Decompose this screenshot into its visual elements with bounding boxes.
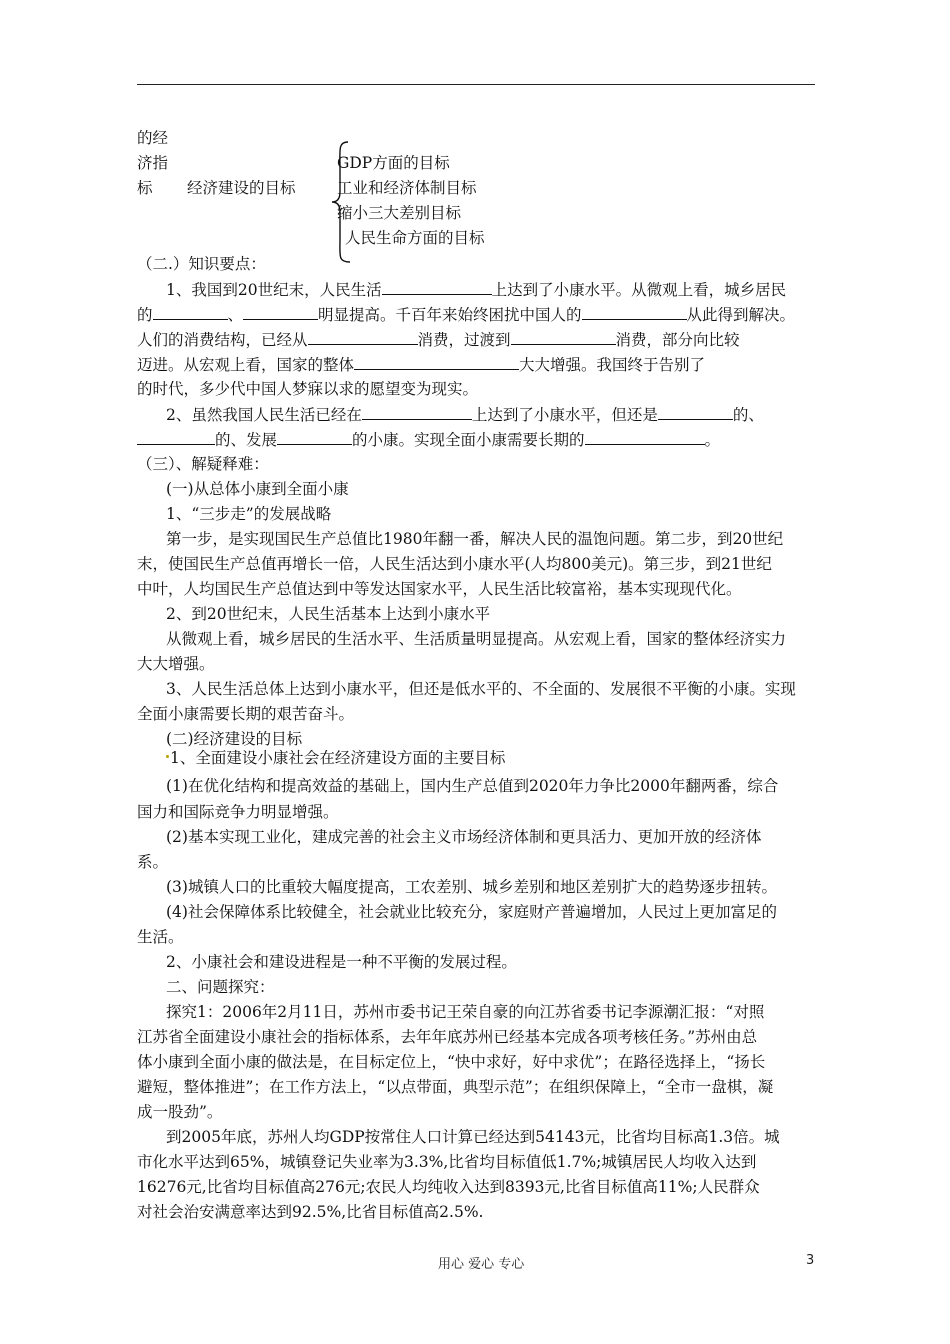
blank[interactable] xyxy=(582,304,687,320)
footer-motto: 用心 爱心 专心 xyxy=(438,1257,525,1272)
paragraph-line: 系。 xyxy=(137,853,169,871)
paragraph-line: 避短，整体推进”；在工作方法上，“以点带面，典型示范”；在组织保障上，“全市一盘棋，凝 xyxy=(137,1078,774,1096)
blank[interactable] xyxy=(585,429,705,445)
fill-blank-line: 2、虽然我国人民生活已经在 上达到了小康水平，但还是 的、 xyxy=(166,406,764,424)
section2-heading: （二.）知识要点： xyxy=(137,255,266,273)
blank[interactable] xyxy=(658,404,733,420)
paragraph-line: 对社会治安满意率达到92.5%,比省目标值高2.5%. xyxy=(137,1203,484,1221)
blank[interactable] xyxy=(511,329,616,345)
fill-blank-line: 的 、 明显提高。千百年来始终困扰中国人的 从此得到解决。 xyxy=(137,306,796,324)
paragraph-line: 中叶，人均国民生产总值达到中等发达国家水平，人民生活比较富裕，基本实现现代化。 xyxy=(137,580,742,598)
blank[interactable] xyxy=(137,429,215,445)
paragraph-line: 16276元,比省均目标值高276元;农民人均纯收入达到8393元,比省目标值高11%;人民群众 xyxy=(137,1178,760,1196)
paragraph-line: 的时代，多少代中国人梦寐以求的愿望变为现实。 xyxy=(137,380,479,398)
diagram-left-line-2: 济指 xyxy=(137,154,169,172)
paragraph-line: 国力和国际竞争力明显增强。 xyxy=(137,803,339,821)
blank[interactable] xyxy=(153,304,228,320)
header-rule xyxy=(137,84,815,85)
paragraph-line: 末，使国民生产总值再增长一倍，人民生活达到小康水平(人均800美元)。第三步，到21世纪 xyxy=(137,555,772,573)
paragraph-line: 体小康到全面小康的做法是，在目标定位上，“快中求好，好中求优”；在路径选择上，“扬长 xyxy=(137,1053,766,1071)
paragraph-line: 探究1：2006年2月11日，苏州市委书记王荣自豪的向江苏省委书记李源潮汇报：“对照 xyxy=(166,1003,765,1021)
item-heading: 2、到20世纪末，人民生活基本上达到小康水平 xyxy=(166,605,491,623)
diagram-goal-gdp: GDP方面的目标 xyxy=(337,154,450,172)
paragraph-line: 成一股劲”。 xyxy=(137,1103,223,1121)
paragraph-line: 第一步，是实现国民生产总值比1980年翻一番，解决人民的温饱问题。第二步，到20世纪 xyxy=(166,530,784,548)
paragraph-line: 生活。 xyxy=(137,928,184,946)
diagram-left-line-3: 标 xyxy=(137,179,153,197)
section3-heading: （三）、解疑释难： xyxy=(137,455,269,473)
diagram-goal-life: 人民生命方面的目标 xyxy=(345,229,485,247)
paragraph-line: 江苏省全面建设小康社会的指标体系，去年年底苏州已经基本完成各项考核任务。”苏州由总 xyxy=(137,1028,758,1046)
diagram-center-label: 经济建设的目标 xyxy=(187,179,296,197)
blank[interactable] xyxy=(354,354,519,370)
blank[interactable] xyxy=(362,404,472,420)
paragraph-line: 到2005年底，苏州人均GDP按常住人口计算已经达到54143元，比省均目标高1.3倍。城 xyxy=(166,1128,780,1146)
fill-blank-line: 的、发展 的小康。实现全面小康需要长期的 。 xyxy=(137,429,720,450)
paragraph-line: (3)城镇人口的比重较大幅度提高，工农差别、城乡差别和地区差别扩大的趋势逐步扭转。 xyxy=(166,878,777,896)
blank[interactable] xyxy=(382,279,492,295)
paragraph-line: 从微观上看，城乡居民的生活水平、生活质量明显提高。从宏观上看，国家的整体经济实力 xyxy=(166,630,787,648)
marker-dot xyxy=(166,755,169,758)
paragraph-line: 全面小康需要长期的艰苦奋斗。 xyxy=(137,705,355,723)
fill-blank-line: 迈进。从宏观上看，国家的整体 大大增强。我国终于告别了 xyxy=(137,356,706,374)
paragraph-line: (4)社会保障体系比较健全，社会就业比较充分，家庭财产普遍增加，人民过上更加富足的 xyxy=(166,903,777,921)
blank[interactable] xyxy=(277,429,352,445)
paragraph-line: 大大增强。 xyxy=(137,655,215,673)
paragraph-line: 市化水平达到65%，城镇登记失业率为3.3%,比省均目标值低1.7%;城镇居民人均收入达到 xyxy=(137,1153,757,1171)
item-heading: 1、全面建设小康社会在经济建设方面的主要目标 xyxy=(170,749,506,767)
item-heading: 2、小康社会和建设进程是一种不平衡的发展过程。 xyxy=(166,953,517,971)
blank[interactable] xyxy=(308,329,418,345)
paragraph-line: 3、人民生活总体上达到小康水平，但还是低水平的、不全面的、发展很不平衡的小康。实现 xyxy=(166,680,796,698)
diagram-goal-gaps: 缩小三大差别目标 xyxy=(337,204,462,222)
subheading: (一)从总体小康到全面小康 xyxy=(166,480,349,498)
item-heading: 1、“三步走”的发展战略 xyxy=(166,505,332,523)
fill-blank-line: 人们的消费结构，已经从 消费，过渡到 消费，部分向比较 xyxy=(137,331,740,349)
section4-heading: 二、问题探究： xyxy=(166,978,275,996)
diagram-goal-industry: 工业和经济体制目标 xyxy=(337,179,477,197)
diagram-left-line-1: 的经 xyxy=(137,129,169,147)
page-number: 3 xyxy=(806,1253,815,1268)
paragraph-line: (1)在优化结构和提高效益的基础上，国内生产总值到2020年力争比2000年翻两番，综合 xyxy=(166,777,779,795)
fill-blank-line: 1、我国到20世纪末，人民生活 上达到了小康水平。从微观上看，城乡居民 xyxy=(166,281,787,299)
blank[interactable] xyxy=(243,304,318,320)
paragraph-line: (2)基本实现工业化，建成完善的社会主义市场经济体制和更具活力、更加开放的经济体 xyxy=(166,828,762,846)
subheading: (二)经济建设的目标 xyxy=(166,730,303,748)
